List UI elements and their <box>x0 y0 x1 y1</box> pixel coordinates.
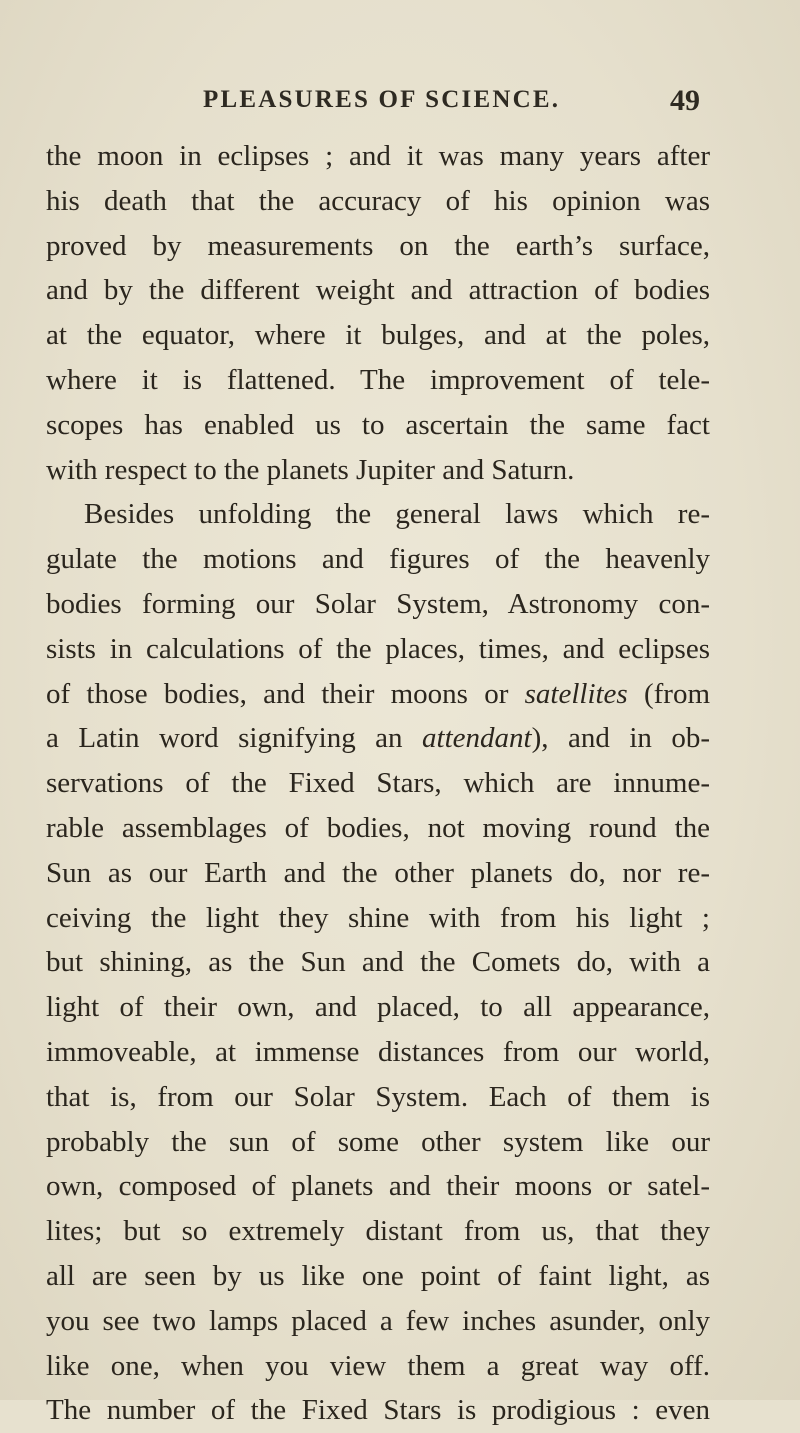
text-line: light of their own, and placed, to all appearance, <box>46 991 710 1024</box>
text-line: Sun as our Earth and the other planets do, nor re- <box>46 856 710 889</box>
text-line-with-italic <box>46 672 710 717</box>
paragraph-start-line: Besides unfolding the general laws which re- <box>84 498 710 531</box>
text-line: at the equator, where it bulges, and at the poles, <box>46 319 710 352</box>
text-line: gulate the motions and figures of the heavenly <box>46 543 710 576</box>
running-head <box>0 82 800 122</box>
text-line: the moon in eclipses ; and it was many years after <box>46 140 710 172</box>
text-line: scopes has enabled us to ascertain the same fact <box>46 408 710 441</box>
text-line: where it is flattened. The improvement of tele- <box>46 363 710 396</box>
text-line: The number of the Fixed Stars is prodigious : even <box>46 1394 710 1427</box>
text-segment: of those bodies, and their moons or <box>46 677 509 710</box>
text-line: all are seen by us like one point of faint light, as <box>46 1259 710 1292</box>
text-segment: (from <box>643 677 710 710</box>
text-line: probably the sun of some other system like our <box>46 1125 710 1158</box>
page-number: 49 <box>670 84 700 117</box>
text-line: rable assemblages of bodies, not moving round the <box>46 811 710 844</box>
text-line: that is, from our Solar System. Each of them is <box>46 1080 710 1113</box>
text-line: sists in calculations of the places, times, and eclipses <box>46 632 710 665</box>
text-line: and by the different weight and attraction of bodies <box>46 274 710 307</box>
text-line: but shining, as the Sun and the Comets do, with a <box>46 946 710 979</box>
text-line: servations of the Fixed Stars, which are innume- <box>46 767 710 800</box>
text-line: lites; but so extremely distant from us, that they <box>46 1215 710 1248</box>
text-line: own, composed of planets and their moons or satel- <box>46 1170 710 1203</box>
body-text <box>46 134 710 1433</box>
text-line: ceiving the light they shine with from his light ; <box>46 901 710 934</box>
running-title: PLEASURES OF SCIENCE. <box>203 86 561 113</box>
text-line: proved by measurements on the earth’s surface, <box>46 229 710 262</box>
italic-term-satellites: satellites <box>524 677 628 710</box>
text-line: his death that the accuracy of his opinion was <box>46 184 710 217</box>
text-segment: a Latin word signifying an <box>46 722 403 755</box>
text-segment: ), and in ob- <box>531 722 711 755</box>
italic-term-attendant: attendant <box>422 722 532 755</box>
text-line: like one, when you view them a great way off. <box>46 1349 710 1382</box>
text-line: immoveable, at immense distances from our world, <box>46 1035 710 1068</box>
text-line: bodies forming our Solar System, Astronomy con- <box>46 587 710 620</box>
text-line: you see two lamps placed a few inches asunder, only <box>46 1304 710 1337</box>
text-line-with-italic <box>46 716 710 761</box>
text-line: with respect to the planets Jupiter and Saturn. <box>46 453 575 486</box>
